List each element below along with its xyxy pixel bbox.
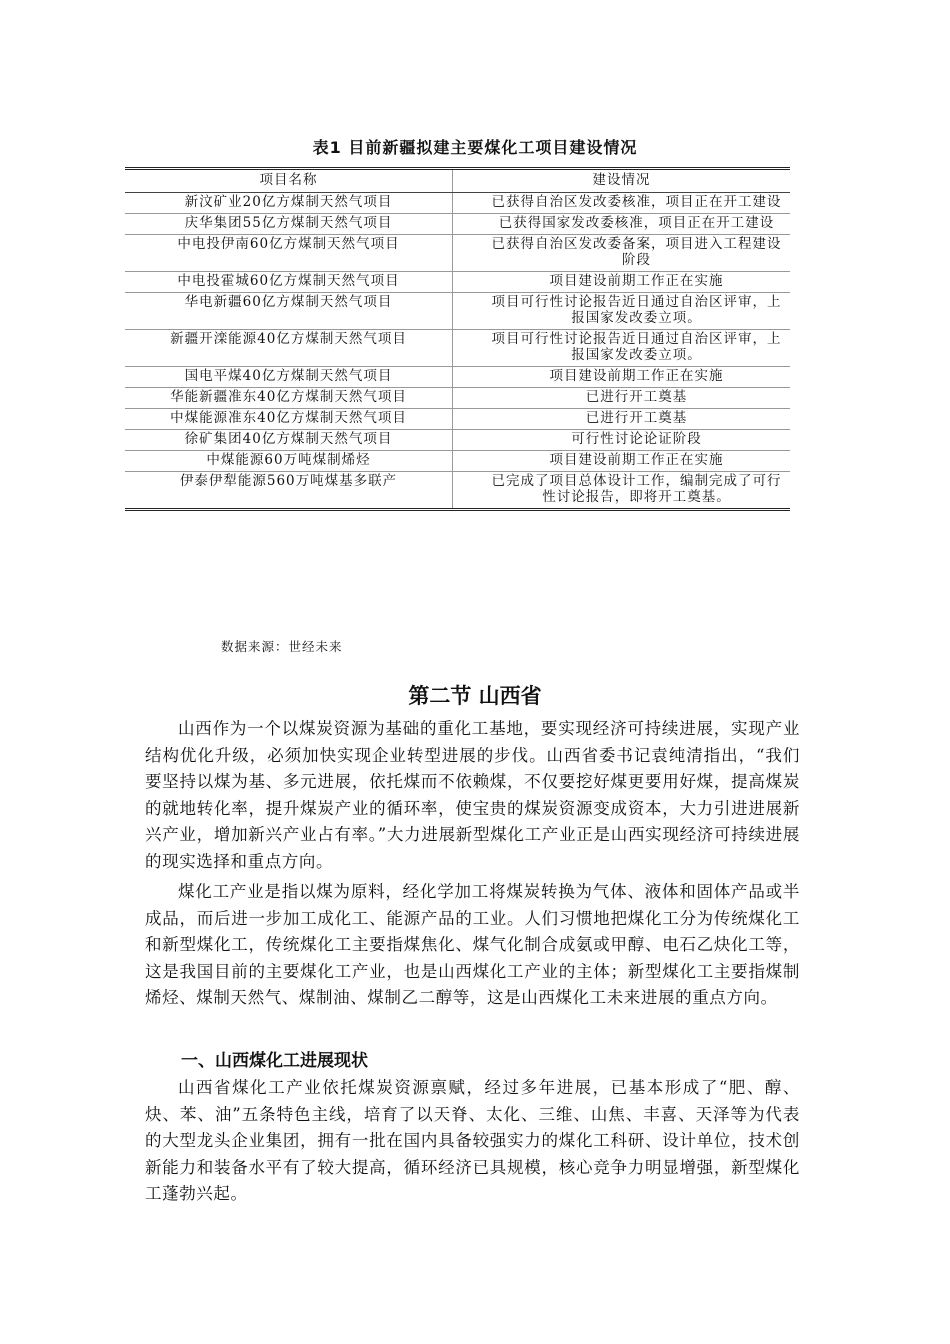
project-name: 中煤能源准东40亿方煤制天然气项目 (125, 409, 453, 430)
table-row (125, 272, 790, 293)
project-status: 已获得国家发改委核准，项目正在开工建设 (453, 214, 791, 235)
project-name: 中煤能源60万吨煤制烯烃 (125, 451, 453, 472)
project-status: 项目建设前期工作正在实施 (453, 367, 791, 388)
paragraph-definition: 煤化工产业是指以煤为原料，经化学加工将煤炭转换为气体、液体和固体产品或半成品，而后进一步加工成化工、能源产品的工业。人们习惯地把煤化工分为传统煤化工和新型煤化工，传统煤化工主要指煤焦化、煤气化制合成氨或甲醇、电石乙炔化工等，这是我国目前的主要煤化工产业，也是山西煤化工产业的主体；新型煤化工主要指煤制烯烃、煤制天然气、煤制油、煤制乙二醇等，这是山西煤化工未来进展的重点方向。 (145, 882, 800, 1007)
table-row (125, 451, 790, 472)
paragraph-intro: 山西作为一个以煤炭资源为基础的重化工基地，要实现经济可持续进展，实现产业结构优化升级，必须加快实现企业转型进展的步伐。山西省委书记袁纯清指出，“我们要坚持以煤为基、多元进展，依托煤而不依赖煤，不仅要挖好煤更要用好煤，提高煤炭的就地转化率，提升煤炭产业的循环率，使宝贵的煤炭资源变成资本，大力引进进展新兴产业，增加新兴产业占有率。”大力进展新型煤化工产业正是山西实现经济可持续进展的现实选择和重点方向。 (145, 719, 800, 871)
project-status: 已获得自治区发改委核准，项目正在开工建设 (453, 193, 791, 214)
table-header-row (125, 169, 790, 193)
project-name: 庆华集团55亿方煤制天然气项目 (125, 214, 453, 235)
table-row (125, 293, 790, 330)
table-row (125, 193, 790, 214)
table-row (125, 409, 790, 430)
project-status: 项目建设前期工作正在实施 (453, 272, 791, 293)
table-row (125, 430, 790, 451)
project-status: 已完成了项目总体设计工作，编制完成了可行性讨论报告，即将开工奠基。 (491, 473, 782, 505)
project-status: 可行性讨论论证阶段 (453, 430, 791, 451)
project-name: 徐矿集团40亿方煤制天然气项目 (125, 430, 453, 451)
table-row (125, 472, 790, 510)
section-title: 第二节 山西省 (408, 684, 542, 708)
table-row (125, 235, 790, 272)
project-status: 已进行开工奠基 (453, 409, 791, 430)
column-header-status: 建设情况 (453, 169, 791, 193)
project-status: 项目可行性讨论报告近日通过自治区评审，上报国家发改委立项。 (453, 293, 791, 330)
subsection-heading: 一、山西煤化工进展现状 (181, 1051, 368, 1071)
project-name: 中电投霍城60亿方煤制天然气项目 (125, 272, 453, 293)
project-name: 中电投伊南60亿方煤制天然气项目 (125, 235, 453, 272)
project-status: 项目可行性讨论报告近日通过自治区评审，上报国家发改委立项。 (453, 330, 791, 367)
table-title: 表1 目前新疆拟建主要煤化工项目建设情况 (312, 138, 638, 157)
project-name: 华电新疆60亿方煤制天然气项目 (125, 293, 453, 330)
data-source-note: 数据来源：世经未来 (221, 639, 343, 654)
paragraph-status: 山西省煤化工产业依托煤炭资源禀赋，经过多年进展，已基本形成了“肥、醇、炔、苯、油”五条特色主线，培育了以天脊、太化、三维、山焦、丰喜、天泽等为代表的大型龙头企业集团，拥有一批在国内具备较强实力的煤化工科研、设计单位，技术创新能力和装备水平有了较大提高，循环经济已具规模，核心竞争力明显增强，新型煤化工蓬勃兴起。 (145, 1078, 800, 1203)
table-row (125, 214, 790, 235)
table-row (125, 388, 790, 409)
column-header-name: 项目名称 (125, 169, 453, 193)
project-status: 已进行开工奠基 (453, 388, 791, 409)
project-name: 华能新疆准东40亿方煤制天然气项目 (125, 388, 453, 409)
project-status: 项目建设前期工作正在实施 (453, 451, 791, 472)
table-row (125, 367, 790, 388)
project-status: 已获得自治区发改委备案，项目进入工程建设阶段 (453, 235, 791, 272)
projects-table (125, 167, 790, 511)
project-name: 新汶矿业20亿方煤制天然气项目 (125, 193, 453, 214)
project-name: 国电平煤40亿方煤制天然气项目 (125, 367, 453, 388)
project-name: 新疆开滦能源40亿方煤制天然气项目 (125, 330, 453, 367)
table-row (125, 330, 790, 367)
project-name: 伊泰伊犁能源560万吨煤基多联产 (125, 472, 453, 510)
